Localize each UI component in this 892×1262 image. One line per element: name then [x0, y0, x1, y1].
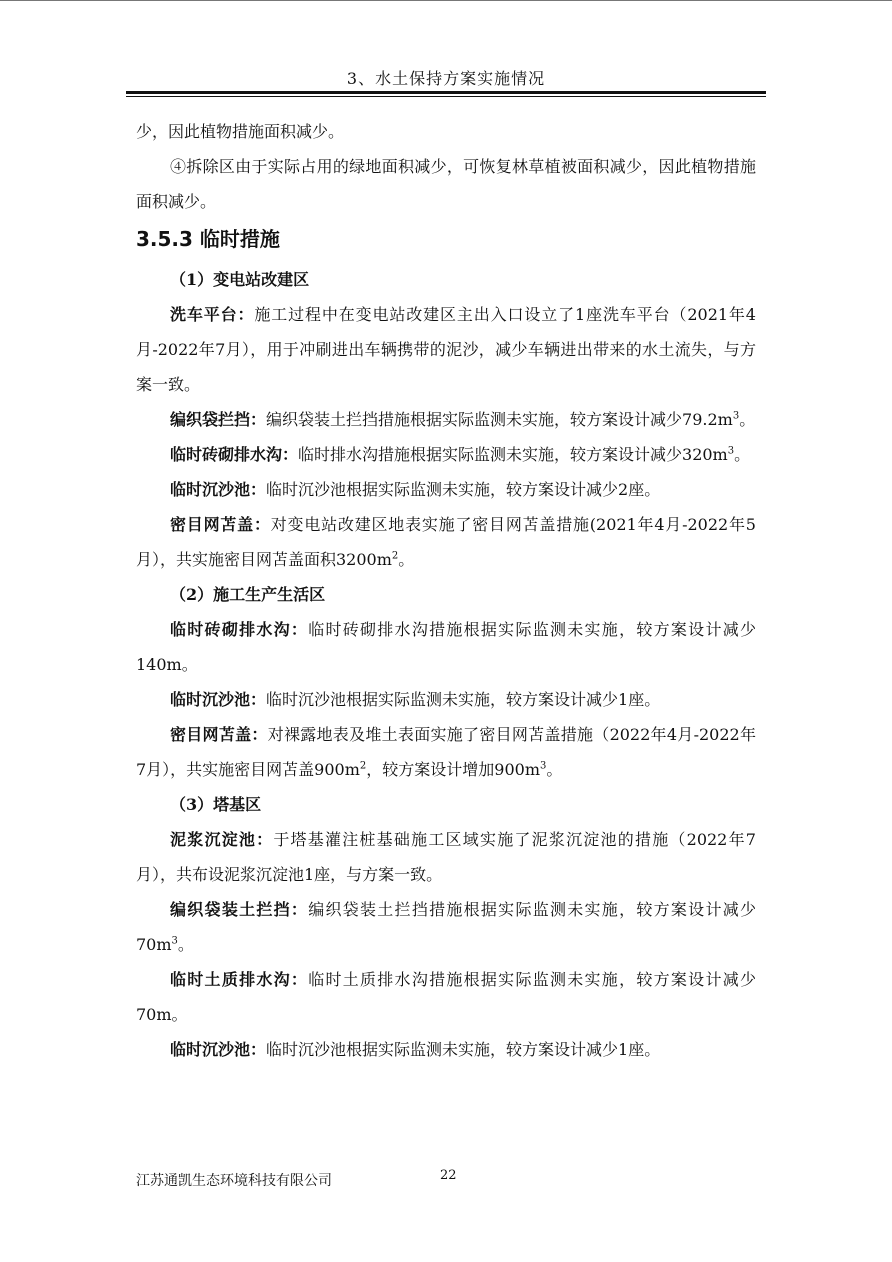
paragraph-woven-bag	[136, 402, 756, 437]
term-label: 临时砖砌排水沟：	[170, 620, 309, 639]
paragraph-end: 。	[734, 445, 751, 464]
running-header: 3、水土保持方案实施情况	[346, 69, 546, 88]
section-heading: 3.5.3 临时措施	[136, 227, 280, 251]
paragraph-sedimentation-tank	[136, 1032, 756, 1067]
paragraph-end: 。	[739, 410, 756, 429]
term-label: 泥浆沉淀池：	[170, 830, 274, 849]
page-number: 22	[440, 1168, 457, 1183]
paragraph-woven-bag	[136, 892, 756, 962]
term-label: 临时砖砌排水沟：	[170, 445, 299, 464]
paragraph-text: 临时排水沟措施根据实际监测未实施，较方案设计减少320m	[298, 445, 728, 464]
paragraph-item-4: ④拆除区由于实际占用的绿地面积减少，可恢复林草植被面积减少，因此植物措施面积减少。	[136, 157, 756, 211]
paragraph-end: 。	[546, 760, 563, 779]
header-rule-thick	[126, 91, 766, 94]
superscript: 2	[391, 550, 399, 562]
page-body	[136, 114, 756, 1067]
superscript: 3	[732, 410, 740, 422]
subsection-heading-2: （2）施工生产生活区	[170, 585, 326, 604]
superscript: 3	[171, 935, 178, 947]
paragraph-text: ，较方案设计增加900m	[366, 760, 540, 779]
paragraph-text: 编织袋装土拦挡措施根据实际监测未实施，较方案设计减少79.2m	[266, 410, 733, 429]
paragraph-text: 临时沉沙池根据实际监测未实施，较方案设计减少1座。	[266, 690, 661, 709]
paragraph-text: 对变电站改建区地表实施了密目网苫盖措施(2021年4月-2022年5月），共实施密目网苫盖面积3200m	[136, 515, 756, 569]
paragraph-brick-ditch	[136, 437, 756, 472]
term-label: 编织袋装土拦挡：	[170, 900, 309, 919]
subsection-heading-1: （1）变电站改建区	[170, 270, 310, 289]
page-top-border	[0, 0, 892, 1]
paragraph-text: 临时土质排水沟措施根据实际监测未实施，较方案设计减少70m。	[136, 970, 756, 1024]
header-rule-thin	[126, 96, 766, 97]
paragraph-text: 临时沉沙池根据实际监测未实施，较方案设计减少1座。	[266, 1040, 661, 1059]
paragraph-mesh-cover	[136, 507, 756, 577]
term-label: 密目网苫盖：	[170, 515, 271, 534]
paragraph-continuation: 少，因此植物措施面积减少。	[136, 122, 345, 141]
paragraph-brick-ditch	[136, 612, 756, 682]
paragraph-mesh-cover	[136, 717, 756, 787]
term-label: 临时土质排水沟：	[170, 970, 309, 989]
term-label: 编织袋拦挡：	[170, 410, 267, 429]
footer-company: 江苏通凯生态环境科技有限公司	[136, 1173, 332, 1189]
term-label: 密目网苫盖：	[170, 725, 268, 744]
paragraph-text: 于塔基灌注桩基础施工区域实施了泥浆沉淀池的措施（2022年7月），共布设泥浆沉淀池1座，与方案一致。	[136, 830, 756, 884]
paragraph-mud-tank	[136, 822, 756, 892]
term-label: 临时沉沙池：	[170, 1040, 267, 1059]
paragraph-text: 编织袋装土拦挡措施根据实际监测未实施，较方案设计减少70m	[136, 900, 756, 954]
paragraph-wash-platform	[136, 297, 756, 402]
superscript: 3	[540, 760, 547, 772]
paragraph-text: 临时砖砌排水沟措施根据实际监测未实施，较方案设计减少140m。	[136, 620, 756, 674]
paragraph-end: 。	[177, 935, 194, 954]
paragraph-text: 临时沉沙池根据实际监测未实施，较方案设计减少2座。	[266, 480, 661, 499]
term-label: 洗车平台：	[170, 305, 255, 324]
paragraph-sedimentation-tank	[136, 682, 756, 717]
superscript: 3	[727, 445, 735, 457]
superscript: 2	[359, 760, 367, 772]
paragraph-earth-ditch	[136, 962, 756, 1032]
subsection-heading-3: （3）塔基区	[170, 795, 262, 814]
paragraph-text: 对裸露地表及堆土表面实施了密目网苫盖措施（2022年4月-2022年7月），共实施密目网苫盖900m	[136, 725, 756, 779]
paragraph-end: 。	[398, 550, 415, 569]
term-label: 临时沉沙池：	[170, 480, 267, 499]
term-label: 临时沉沙池：	[170, 690, 267, 709]
paragraph-sedimentation-tank	[136, 472, 756, 507]
paragraph-text: 施工过程中在变电站改建区主出入口设立了1座洗车平台（2021年4月-2022年7月），用于冲刷进出车辆携带的泥沙，减少车辆进出带来的水土流失，与方案一致。	[136, 305, 756, 394]
